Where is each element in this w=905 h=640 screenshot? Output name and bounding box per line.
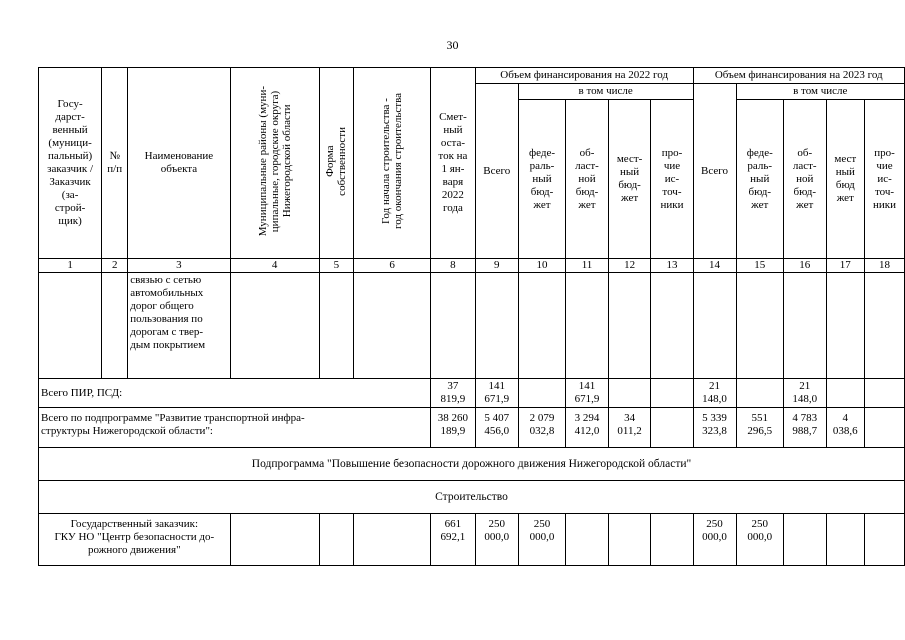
table-row <box>39 514 905 566</box>
subprogram-local-2023: 4 038,6 <box>826 408 865 448</box>
object-name-continued: связью с сетью автомобильных дорог общего пользования по дорогам с твер- дым покрытием <box>128 273 230 379</box>
customer-balance: 661 692,1 <box>431 514 476 566</box>
header-federal-2022: феде- раль- ный бюд- жет <box>518 100 565 259</box>
header-including-2023: в том числе <box>736 84 904 100</box>
header-local-2023: мест ный бюд жет <box>826 100 865 259</box>
header-ownership <box>319 68 353 259</box>
header-balance: Смет- ный оста- ток на 1 ян- варя 2022 года <box>431 68 476 259</box>
header-object-name: Наименование объекта <box>128 68 230 259</box>
subprogram-regional-2022: 3 294 412,0 <box>566 408 609 448</box>
header-other-2023: про- чие ис- точ- ники <box>865 100 905 259</box>
column-number: 17 <box>826 259 865 273</box>
column-number: 4 <box>230 259 319 273</box>
section-title-construction: Строительство <box>39 481 905 514</box>
customer-total-2022: 250 000,0 <box>475 514 518 566</box>
column-number: 2 <box>102 259 128 273</box>
column-number: 15 <box>736 259 783 273</box>
header-local-2022: мест- ный бюд- жет <box>608 100 651 259</box>
pir-balance: 37 819,9 <box>431 379 476 408</box>
column-number: 18 <box>865 259 905 273</box>
customer-federal-2023: 250 000,0 <box>736 514 783 566</box>
header-number: № п/п <box>102 68 128 259</box>
subprogram-federal-2022: 2 079 032,8 <box>518 408 565 448</box>
subprogram-title: Подпрограмма "Повышение безопасности дорожного движения Нижегородской области" <box>39 448 905 481</box>
header-ownership-text: Форма собственности <box>324 126 349 196</box>
header-total-2022: Всего <box>475 84 518 259</box>
header-other-2022: про- чие ис- точ- ники <box>651 100 693 259</box>
page-number: 30 <box>446 38 459 52</box>
header-total-2023: Всего <box>693 84 736 259</box>
pir-regional-2023: 21 148,0 <box>784 379 827 408</box>
column-number: 13 <box>651 259 693 273</box>
header-regional-2022: об- ласт- ной бюд- жет <box>566 100 609 259</box>
financing-table <box>38 67 905 566</box>
subprogram-regional-2023: 4 783 988,7 <box>784 408 827 448</box>
column-number: 3 <box>128 259 230 273</box>
header-districts <box>230 68 319 259</box>
header-customer: Госу- дарст- венный (муници- пальный) заказчик / Заказчик (за- строй- щик) <box>39 68 102 259</box>
header-regional-2023: об- ласт- ной бюд- жет <box>784 100 827 259</box>
table-row <box>39 408 905 448</box>
header-financing-2022: Объем финансирования на 2022 год <box>475 68 693 84</box>
column-number: 1 <box>39 259 102 273</box>
header-years <box>354 68 431 259</box>
subprogram-total-2022: 5 407 456,0 <box>475 408 518 448</box>
header-districts-text: Муниципальные районы (муни- ципальные, городские округа) Нижегородской области <box>256 85 293 237</box>
customer-total-2023: 250 000,0 <box>693 514 736 566</box>
customer-name: Государственный заказчик: ГКУ НО "Центр безопасности до- рожного движения" <box>39 514 231 566</box>
pir-total-2022: 141 671,9 <box>475 379 518 408</box>
customer-federal-2022: 250 000,0 <box>518 514 565 566</box>
column-number: 14 <box>693 259 736 273</box>
column-number: 5 <box>319 259 353 273</box>
table-row <box>39 379 905 408</box>
pir-regional-2022: 141 671,9 <box>566 379 609 408</box>
header-financing-2023: Объем финансирования на 2023 год <box>693 68 904 84</box>
subprogram-local-2022: 34 011,2 <box>608 408 651 448</box>
subprogram-balance: 38 260 189,9 <box>431 408 476 448</box>
column-number: 6 <box>354 259 431 273</box>
subprogram-total-2023: 5 339 323,8 <box>693 408 736 448</box>
column-number: 8 <box>431 259 476 273</box>
subprogram-federal-2023: 551 296,5 <box>736 408 783 448</box>
pir-total-label: Всего ПИР, ПСД: <box>39 379 431 408</box>
column-number: 9 <box>475 259 518 273</box>
header-including-2022: в том числе <box>518 84 693 100</box>
column-number: 16 <box>784 259 827 273</box>
subprogram-total-label: Всего по подпрограмме "Развитие транспортной инфра- структуры Нижегородской области": <box>39 408 431 448</box>
pir-total-2023: 21 148,0 <box>693 379 736 408</box>
header-years-text: Год начала строительства - год окончания строительства <box>380 93 405 229</box>
table-row <box>39 273 905 379</box>
header-federal-2023: феде- раль- ный бюд- жет <box>736 100 783 259</box>
column-number: 12 <box>608 259 651 273</box>
column-number: 10 <box>518 259 565 273</box>
column-number: 11 <box>566 259 609 273</box>
